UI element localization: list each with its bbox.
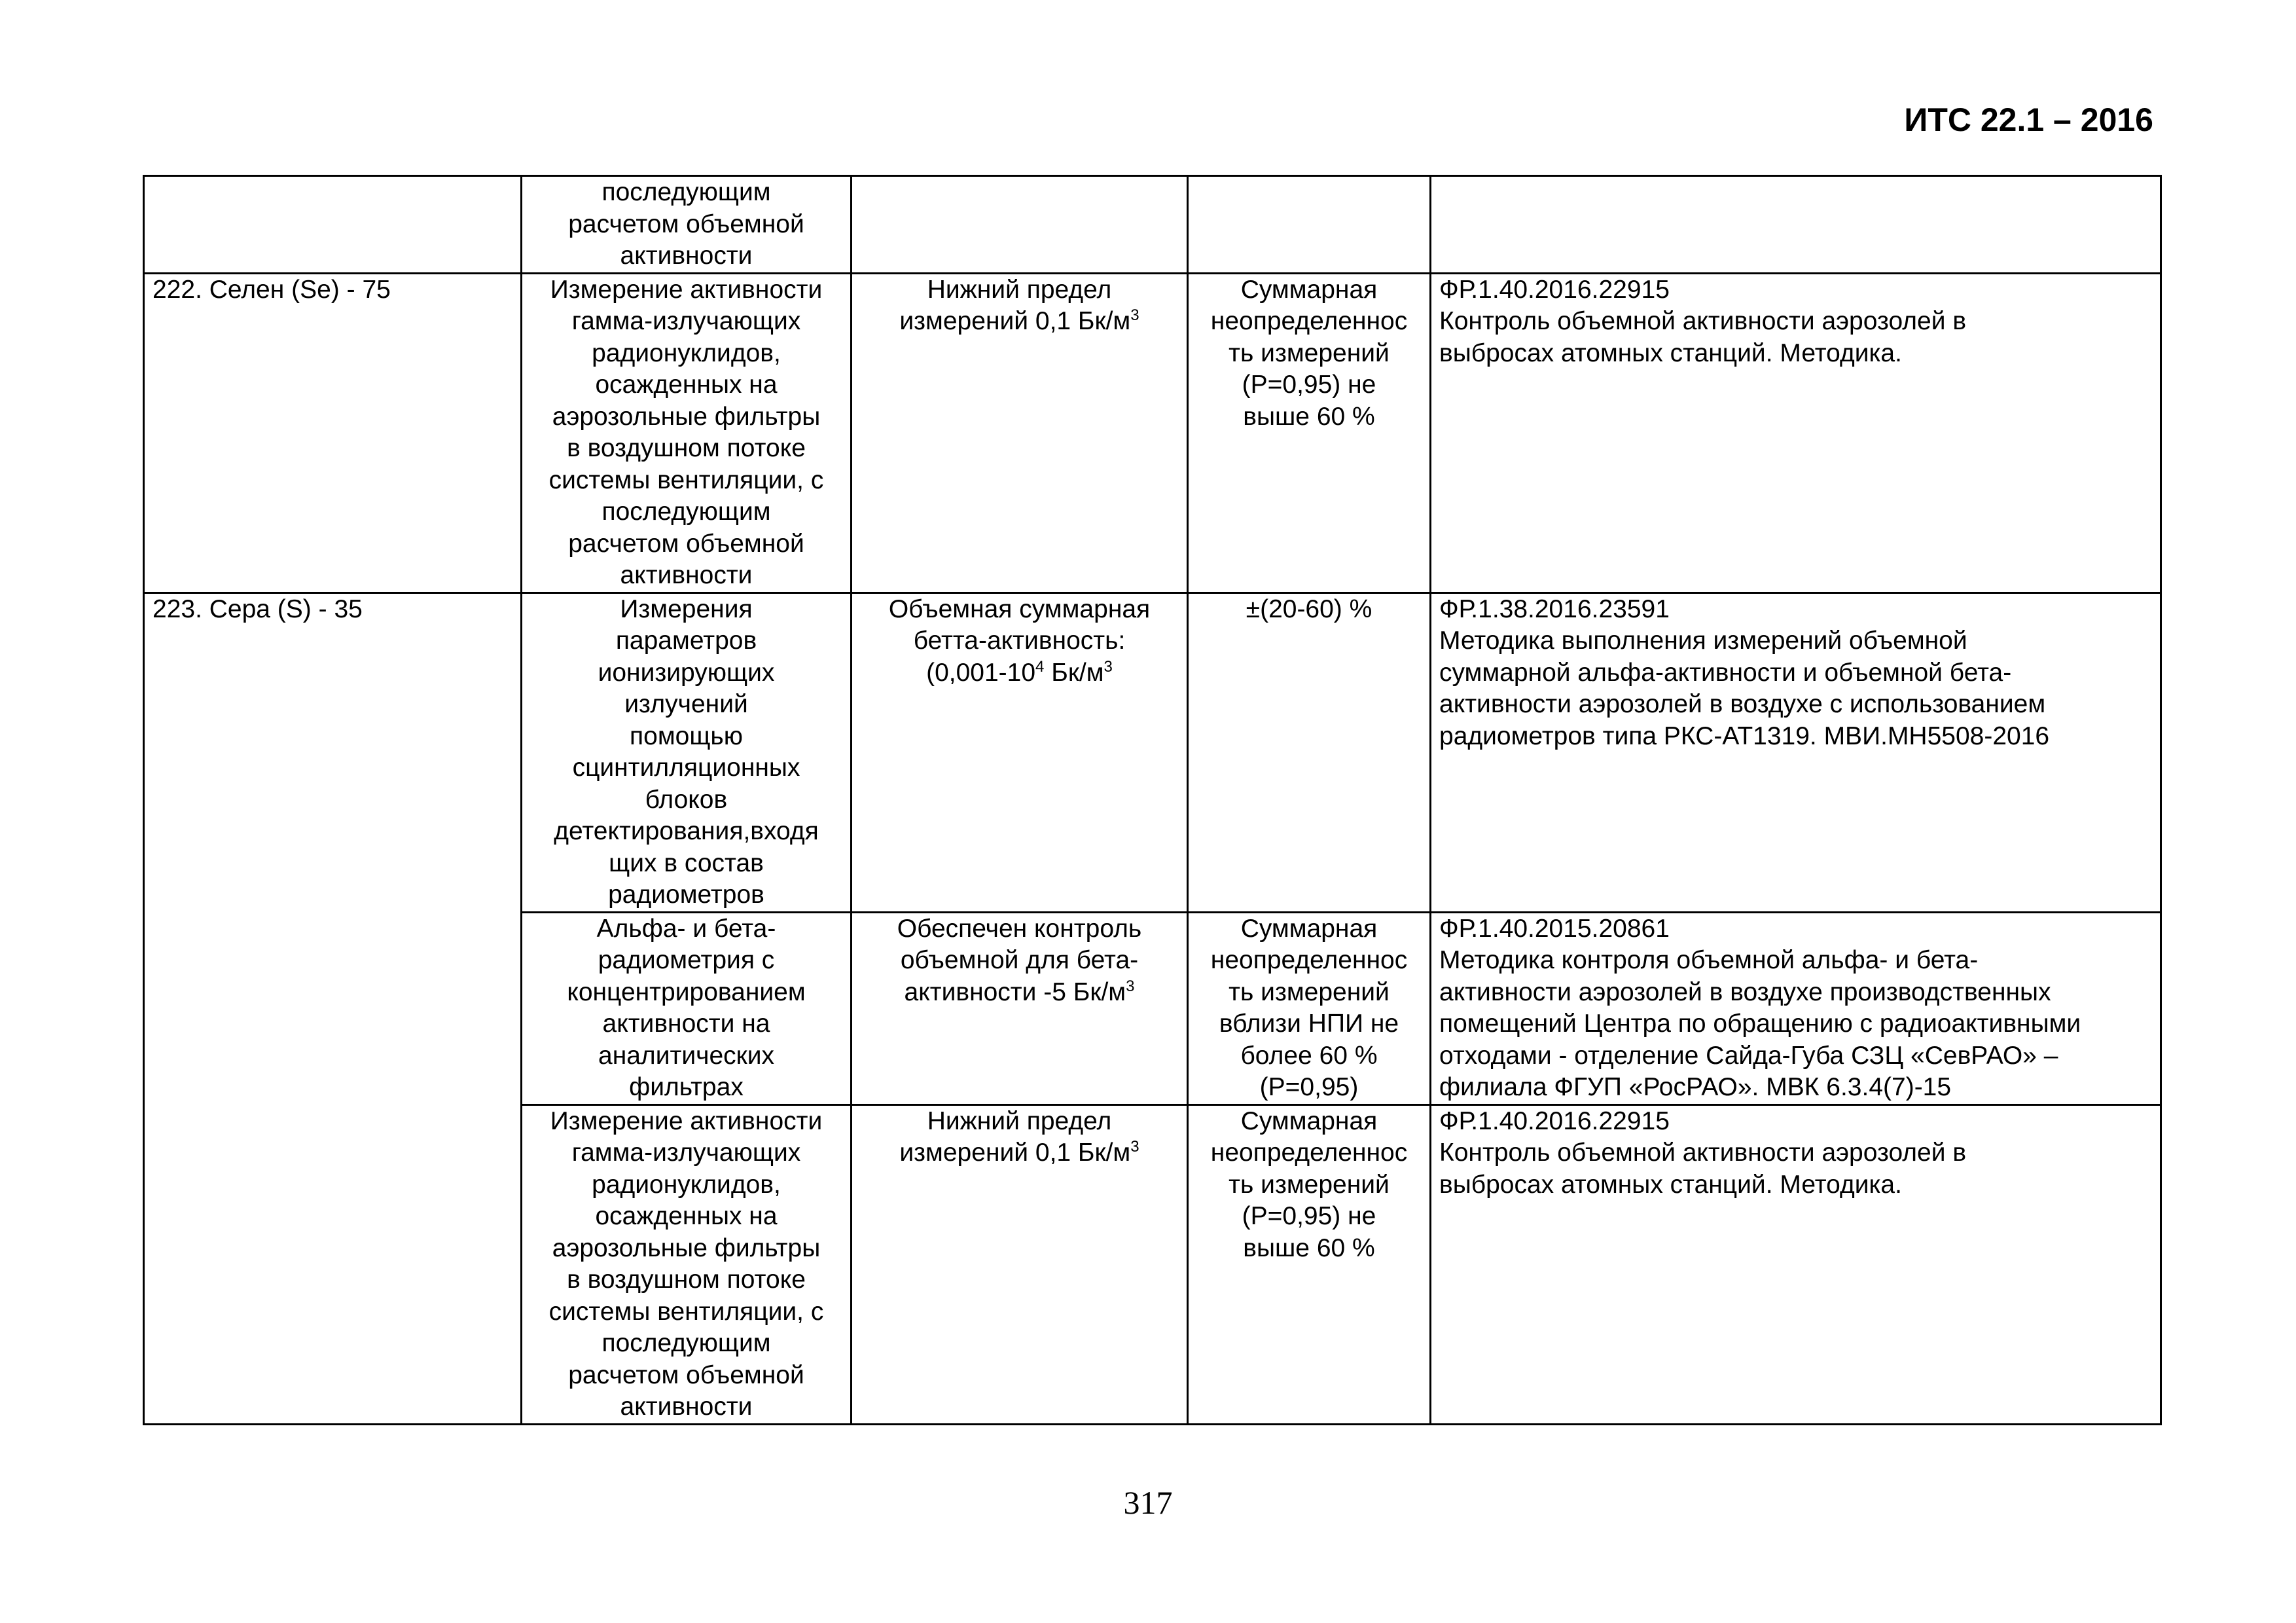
range-main: Объемная суммарная бетта-активность: (0,001-10: [888, 594, 1151, 687]
substance-cell: [144, 176, 522, 274]
table-row: [144, 273, 2161, 593]
document-text: ФР.1.40.2016.22915 Контроль объемной активности аэрозолей в выбросах атомных станций. Методика.: [1439, 1106, 1967, 1199]
error-cell: [1188, 593, 1431, 912]
error-text: Суммарная неопределеннос ть измерений (Р=0,95) не выше 60 %: [1210, 275, 1408, 431]
method-cell: [522, 273, 852, 593]
table-row: [144, 593, 2161, 912]
table-row: [144, 176, 2161, 274]
substance-cell: [144, 593, 522, 1424]
method-cell: [522, 1104, 852, 1424]
document-header-title: ИТС 22.1 – 2016: [1904, 101, 2153, 138]
substance-cell: [144, 273, 522, 593]
method-text: Измерение активности гамма-излучающих радионуклидов, осажденных на аэрозольные фильтры в воздушном потоке системы вентиляции, с последующим расчетом объемной активности: [548, 275, 824, 589]
range-exponent: 3: [1126, 977, 1135, 995]
method-cell: [522, 912, 852, 1104]
range-exponent: 3: [1130, 306, 1139, 324]
range-cell: [852, 273, 1188, 593]
substance-text: 223. Сера (S) - 35: [152, 594, 363, 623]
range-text: [860, 274, 1179, 338]
error-text: Суммарная неопределеннос ть измерений вблизи НПИ не более 60 % (Р=0,95): [1210, 914, 1408, 1101]
error-text: ±(20-60) %: [1246, 594, 1372, 623]
document-cell: [1431, 912, 2161, 1104]
document-text: ФР.1.40.2016.22915 Контроль объемной активности аэрозолей в выбросах атомных станций. Методика.: [1439, 275, 1967, 367]
error-cell: [1188, 912, 1431, 1104]
range-cell: [852, 593, 1188, 912]
method-cell: [522, 593, 852, 912]
range-cell: [852, 176, 1188, 274]
range-cell: [852, 1104, 1188, 1424]
method-text: Измерения параметров ионизирующих излучений помощью сцинтилляционных блоков детектирования,входя щих в состав радиометров: [554, 594, 819, 909]
range-main: Нижний предел измерений 0,1 Бк/м: [899, 275, 1131, 335]
method-cell: [522, 176, 852, 274]
range-main: Нижний предел измерений 0,1 Бк/м: [899, 1106, 1131, 1167]
method-text: последующим расчетом объемной активности: [568, 178, 804, 270]
document-text: ФР.1.38.2016.23591 Методика выполнения измерений объемной суммарной альфа-активности и объемной бета- активности аэрозолей в воздухе с использованием радиометров типа РКС-АТ1319. МВИ.МН5508-2016: [1439, 594, 2050, 750]
method-text: Измерение активности гамма-излучающих радионуклидов, осажденных на аэрозольные фильтры в воздушном потоке системы вентиляции, с последующим расчетом объемной активности: [548, 1106, 824, 1421]
document-cell: [1431, 593, 2161, 912]
document-cell: [1431, 176, 2161, 274]
methods-table: [143, 175, 2162, 1425]
error-cell: [1188, 176, 1431, 274]
range-unit: Бк/м: [1044, 658, 1104, 687]
range-main: Обеспечен контроль объемной для бета- активности -5 Бк/м: [897, 914, 1142, 1006]
document-text: ФР.1.40.2015.20861 Методика контроля объемной альфа- и бета- активности аэрозолей в воздухе производственных помещений Центра по обращению с радиоактивными отходами - отделение Сайда-Губа СЗЦ «СевРАО» – филиала ФГУП «РосРАО». МВК 6.3.4(7)-15: [1439, 914, 2081, 1101]
range-text: [860, 594, 1179, 689]
range-exponent: 3: [1130, 1138, 1139, 1156]
error-cell: [1188, 273, 1431, 593]
method-text: Альфа- и бета- радиометрия с концентрированием активности на аналитических фильтрах: [567, 914, 806, 1101]
range-text: [860, 913, 1179, 1009]
error-cell: [1188, 1104, 1431, 1424]
document-cell: [1431, 273, 2161, 593]
range-unit-exponent: 3: [1103, 657, 1113, 676]
document-cell: [1431, 1104, 2161, 1424]
range-text: [860, 1106, 1179, 1169]
error-text: Суммарная неопределеннос ть измерений (Р=0,95) не выше 60 %: [1210, 1106, 1408, 1262]
range-cell: [852, 912, 1188, 1104]
substance-text: 222. Селен (Se) - 75: [152, 275, 391, 304]
page-number: 317: [1123, 1484, 1173, 1521]
range-exponent: 4: [1035, 657, 1045, 676]
